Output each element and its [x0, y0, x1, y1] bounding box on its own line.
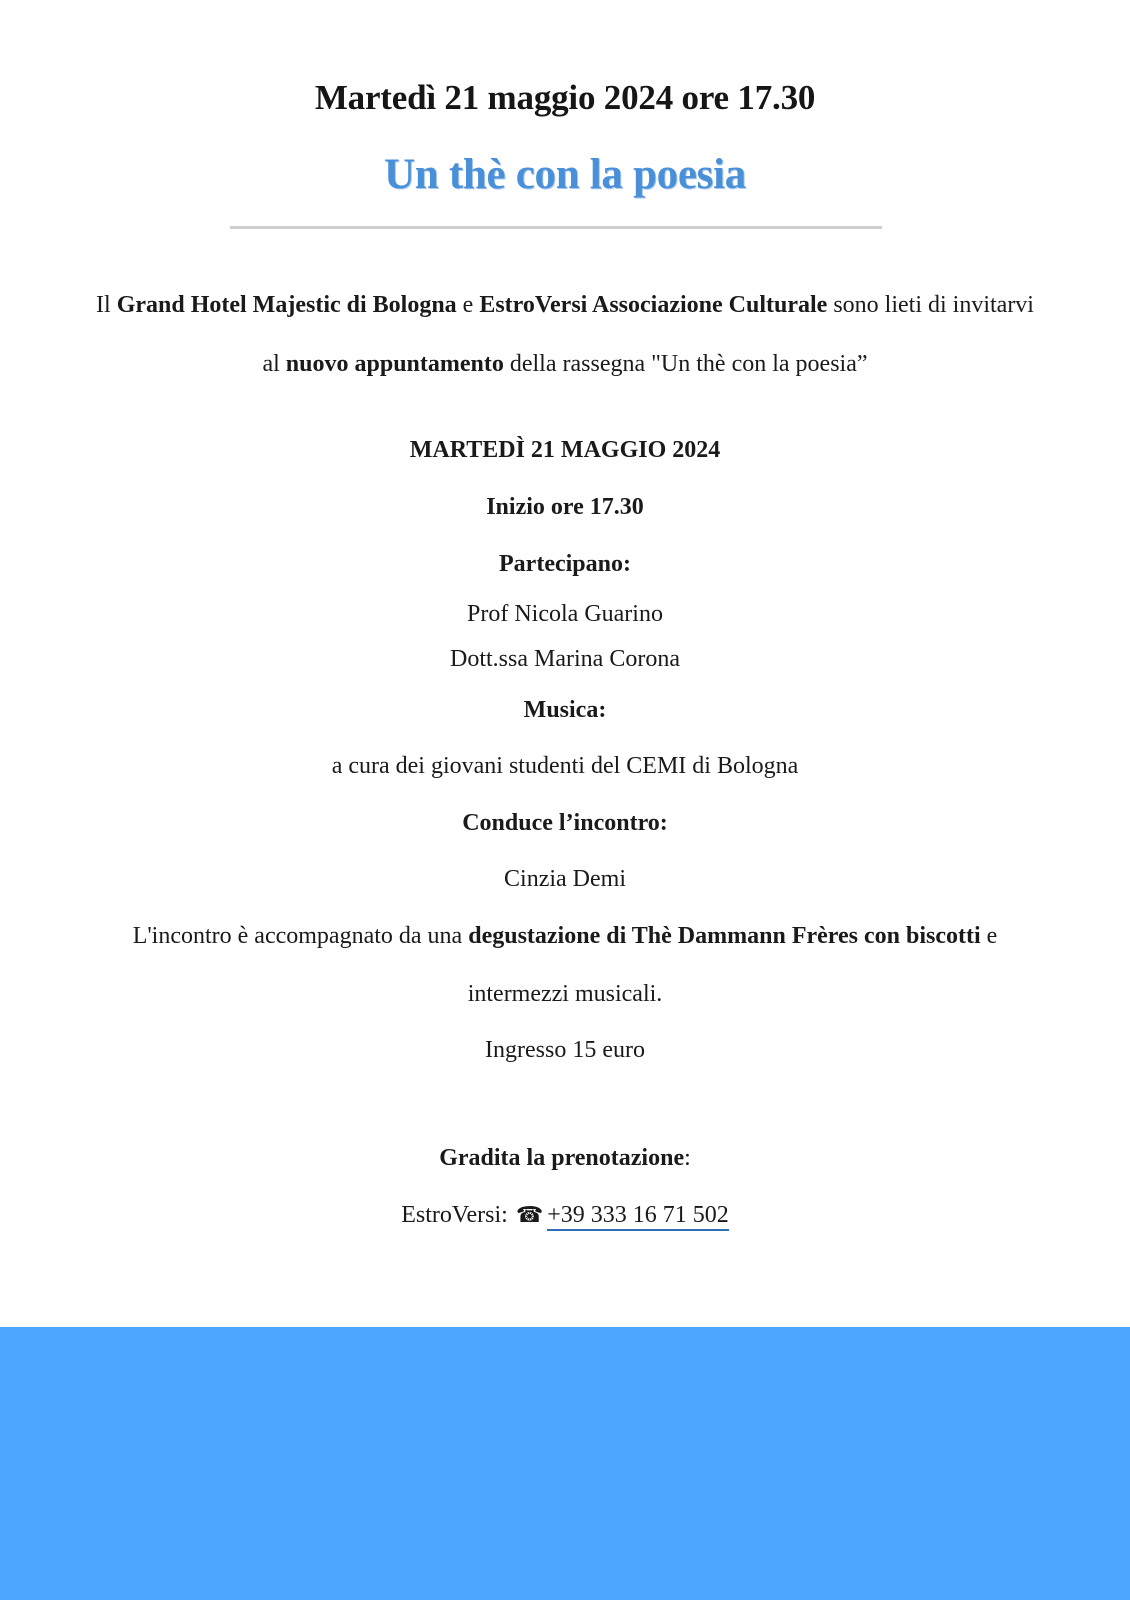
association-name: EstroVersi Associazione Culturale	[479, 292, 828, 318]
host-label: Conduce l’incontro:	[462, 810, 668, 836]
music-text: a cura dei giovani studenti del CEMI di Bologna	[331, 753, 799, 779]
date-heading: Martedì 21 maggio 2024 ore 17.30	[314, 78, 816, 117]
booking-contact	[0, 1202, 1130, 1229]
title-divider	[230, 226, 882, 229]
footer-band	[0, 1327, 1130, 1600]
booking-label-text: Gradita la prenotazione	[439, 1145, 685, 1171]
booking-label	[0, 1145, 1130, 1172]
participant-item: Prof Nicola Guarino	[467, 601, 663, 627]
intro-highlight: nuovo appuntamento	[285, 351, 504, 377]
intro-line-1	[0, 292, 1130, 319]
booking-colon: :	[684, 1145, 691, 1171]
phone-link[interactable]: +39 333 16 71 502	[547, 1202, 729, 1231]
contact-name: EstroVersi:	[401, 1202, 514, 1228]
intro-line-2	[0, 351, 1130, 378]
tasting-highlight: degustazione di Thè Dammann Frères con biscotti	[468, 923, 981, 949]
host-name: Cinzia Demi	[504, 866, 626, 892]
tasting-line-1	[0, 923, 1130, 950]
participant-item: Dott.ssa Marina Corona	[450, 646, 680, 672]
event-date-caps: MARTEDÌ 21 MAGGIO 2024	[409, 437, 721, 463]
tasting-text: L'incontro è accompagnato da una	[132, 923, 469, 949]
intro-text: sono lieti di invitarvi	[827, 292, 1034, 318]
intro-text: della rassegna "Un thè con la poesia”	[503, 351, 868, 377]
participants-label: Partecipano:	[499, 551, 631, 577]
event-title: Un thè con la poesia	[384, 151, 746, 198]
hotel-name: Grand Hotel Majestic di Bologna	[116, 292, 457, 318]
music-label: Musica:	[523, 697, 607, 723]
intro-text: Il	[96, 292, 117, 318]
intro-text: al	[262, 351, 286, 377]
tasting-line-2: intermezzi musicali.	[467, 981, 663, 1007]
intro-text: e	[456, 292, 480, 318]
tasting-text: e	[980, 923, 998, 949]
start-time: Inizio ore 17.30	[486, 494, 644, 520]
telephone-icon: ☎	[515, 1203, 544, 1228]
entry-fee: Ingresso 15 euro	[485, 1037, 645, 1063]
